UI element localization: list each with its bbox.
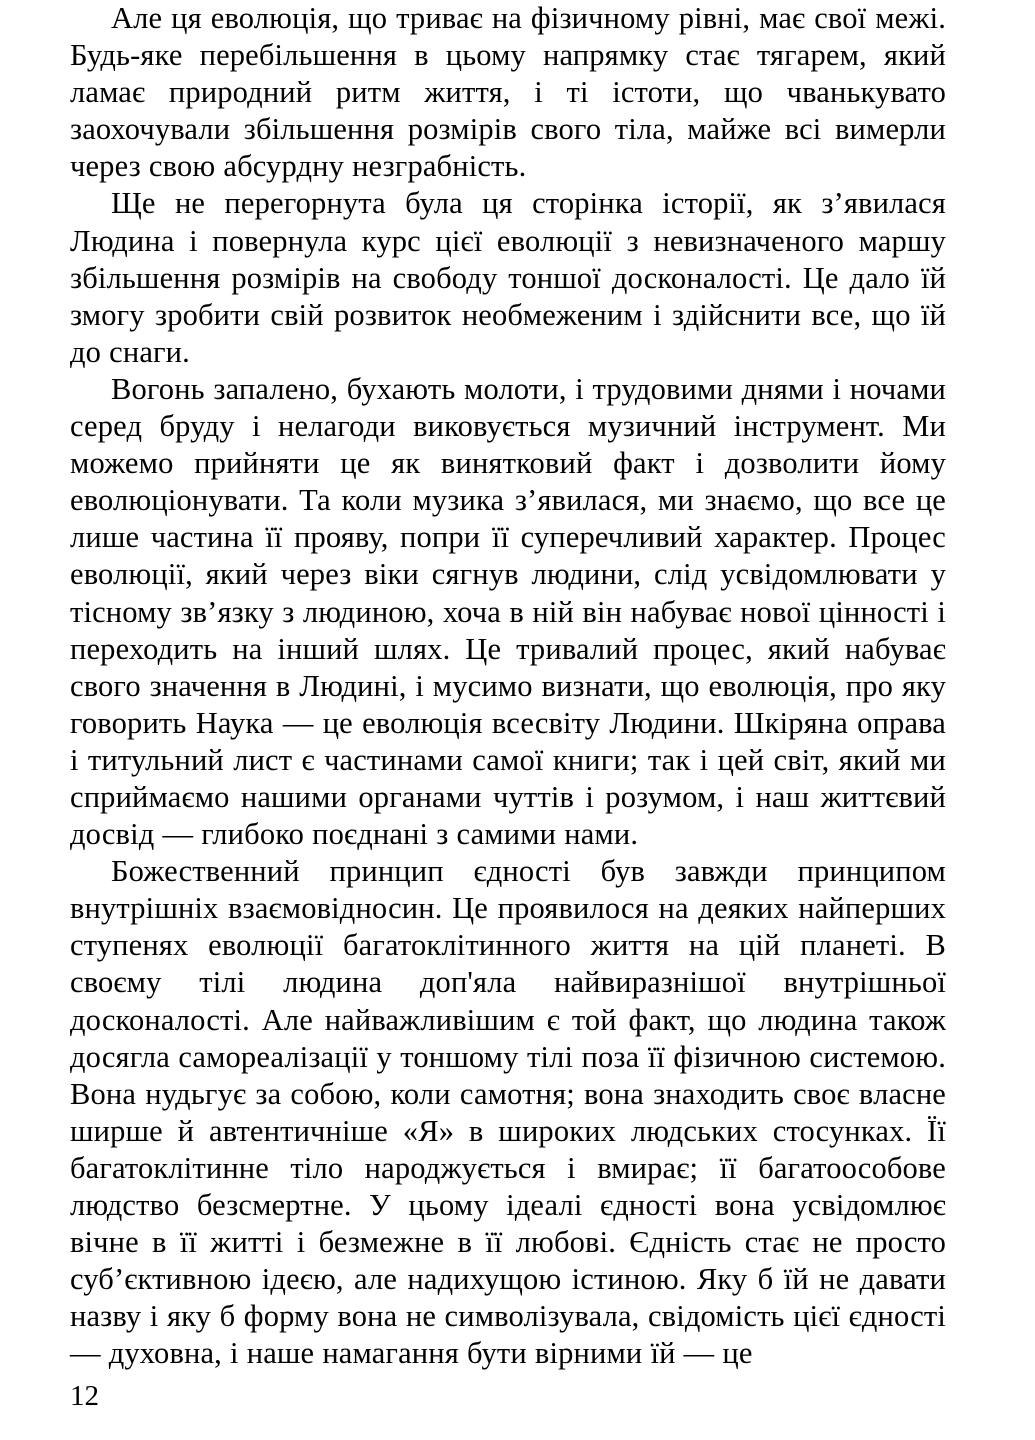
paragraph: Божественний принцип єдності був завжди принципом внутрішніх взаємовідносин. Це проявилося на деяких найперших ступенях еволюції багатоклітинного життя на цій планеті. В своєму тілі людина доп'яла найвиразнішої внутрішньої досконалості. Але найважливішим є той факт, що людина також досягла самореалізації у тоншому тілі поза її фізичною системою. Вона нудьгує за собою, коли самотня; вона знаходить своє власне ширше й автентичніше «Я» в широких людських стосунках. Її багатоклітинне тіло народжується і вмирає; її багатоособове людство безсмертне. У цьому ідеалі єдності вона усвідомлює вічне в її житті і безмежне в її любові. Єдність стає не просто суб’єктивною ідеєю, але надихущою істиною. Яку б їй не давати назву і яку б форму вона не символізувала, свідомість цієї єдності — духовна, і наше намагання бути вірними їй — це: [70, 854, 946, 1371]
page-number-folio: 12: [70, 1380, 99, 1412]
page-text-column: [70, 0, 946, 1372]
paragraph: Але ця еволюція, що триває на фізичному рівні, має свої межі. Будь-яке перебільшення в цьому напрямку стає тягарем, який ламає природний ритм життя, і ті істоти, що чванькувато заохочували збільшення розмірів свого тіла, майже всі вимерли через свою абсурдну незграбність.: [70, 1, 946, 184]
paragraph: Вогонь запалено, бухають молоти, і трудовими днями і ночами серед бруду і нелагоди виковується музичний інструмент. Ми можемо прийняти це як винятковий факт і дозволити йому еволюціонувати. Та коли музика з’явилася, ми знаємо, що все це лише частина її прояву, попри її суперечливий характер. Процес еволюції, який через віки сягнув людини, слід усвідомлювати у тісному зв’язку з людиною, хоча в ній він набуває нової цінності і переходить на інший шлях. Це тривалий процес, який набуває свого значення в Людині, і мусимо визнати, що еволюція, про яку говорить Наука — це еволюція всесвіту Людини. Шкіряна оправа і титульний лист є частинами самої книги; так і цей світ, який ми сприймаємо нашими органами чуттів і розумом, і наш життєвий досвід — глибоко поєднані з самими нами.: [70, 371, 946, 852]
paragraph: Ще не перегорнута була ця сторінка історії, як з’явилася Людина і повернула курс цієї еволюції з невизначеного маршу збільшення розмірів на свободу тоншої досконалості. Це дало їй змогу зробити свій розвиток необмеженим і здійснити все, що їй до снаги.: [70, 186, 946, 369]
